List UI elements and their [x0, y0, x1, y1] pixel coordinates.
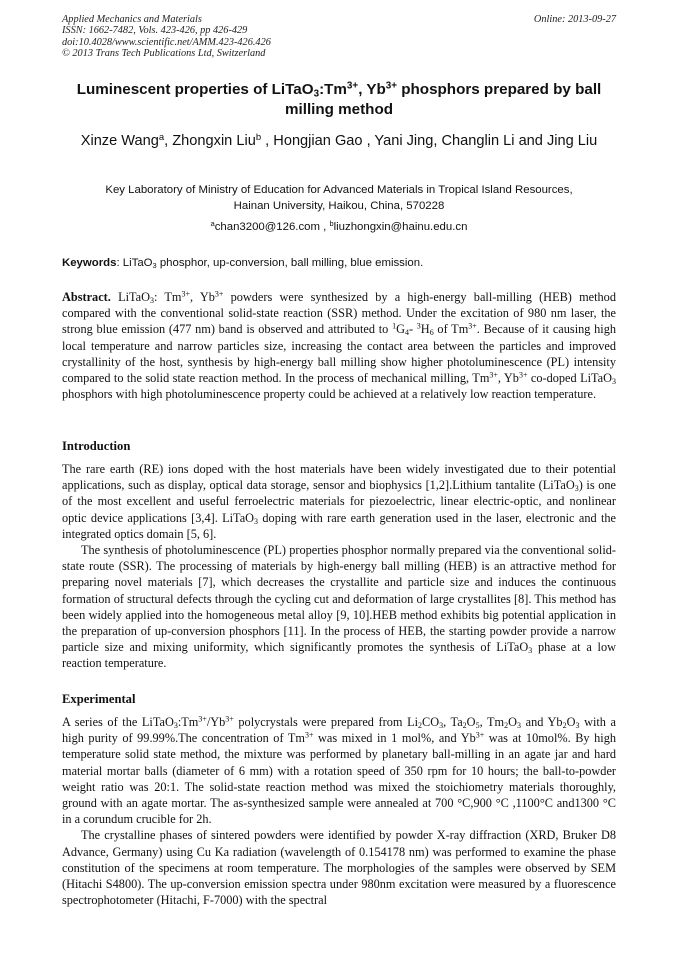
- section-heading-introduction: Introduction: [62, 439, 131, 453]
- paragraph: The crystalline phases of sintered powders were identified by powder X-ray diffraction (XRD, Bruker D8 Advance, Germany) using Cu Ka radiation (wavelength of 0.154178 nm) was performed to examine the phase constitution of the specimens at room temperature. The morphologies of the samples were observed by SEM (Hitachi S4800). The up-conversion emission spectra under 980nm excitation were measured by a fluorescence spectrophotometer (Hitachi, F-7000) with the spectral: [62, 828, 616, 908]
- author-emails: $^a$chan3200@126.com , $^b$liuzhongxin@hainu.edu.cn: [210, 218, 468, 233]
- introduction-section: [62, 461, 616, 672]
- email-b[interactable]: liuzhongxin@hainu.edu.cn: [333, 221, 468, 233]
- section-heading-experimental: Experimental: [62, 692, 136, 706]
- journal-name: Applied Mechanics and Materials: [62, 14, 202, 25]
- abstract: Abstract. LiTaO$_3$: $Tm^{3+}$, $Yb^{3+}$ powders were synthesized by a high-energy ball-milling (HEB) method compared with the conventional solid-state reaction (SSR) method. Under the excitation of 980 nm laser, the strong blue emission (477 nm) band is observed and attributed to $^1G_4-$ $^3H_6$ of $Tm^{3+}$. Because of it causing high local temperature and narrow particles size, increasing the contact area between the particles and improved crystallinity of the host, synthesis by high-energy ball milling show higher photoluminescence (PL) intensity compared to the solid state reaction method. In the process of mechanical milling, $Tm^{3+}$, $Yb^{3+}$ co-doped LiTaO$_3$ phosphors with high photoluminescence property could be achieved at a relatively low reaction temperature.: [62, 289, 617, 402]
- keywords: Keywords: LiTaO$_3$ phosphor, up-conversion, ball milling, blue emission.: [62, 257, 424, 270]
- paper-title: Luminescent properties of $LiTaO_3:Tm^{3+}$, $Yb^{3+}$ phosphors prepared by ball milling method: [76, 80, 602, 118]
- online-date: Online: 2013-09-27: [533, 14, 616, 25]
- email-a[interactable]: chan3200@126.com: [214, 221, 320, 233]
- issn: ISSN: 1662-7482, Vols. 423-426, pp 426-429: [62, 25, 248, 37]
- experimental-section: [62, 714, 616, 908]
- journal-header: [62, 14, 616, 60]
- author-list: Xinze Wang$^a$, Zhongxin Liu$^b$ , Hongjian Gao , Yani Jing, Changlin Li and Jing Liu: [80, 131, 598, 149]
- paragraph: The synthesis of photoluminescence (PL) properties phosphor normally prepared via the conventional solid-state route (SSR). The processing of materials by high-energy ball milling (HEB) is an attractive method for preparing novel materials [7], which decreases the crystallite and particle size and induces the continuous formation of structural defects through the cycling cut and deformation of large crystallites [8]. This method has been widely applied into the homogeneous metal alloy [9, 10].HEB method exhibits big potential application in the preparation of up-conversion phosphors [11]. In the process of HEB, the starting powder provide a narrow particle size and mixing uniformity, which significantly promotes the synthesis of LiTaO$_3$ phase at a low reaction temperature.: [62, 543, 616, 671]
- doi[interactable]: doi:10.4028/www.scientific.net/AMM.423-426.426: [62, 36, 271, 48]
- paragraph: The rare earth (RE) ions doped with the host materials have been widely investigated due to their potential applications, such as display, optical data storage, sensor and biophysics [1,2].Lithium tantalite (LiTaO$_3$) is one of the most excellent and useful ferroelectric materials for piezoelectric, linear electric-optic, and nonlinear optic device applications [3,4]. LiTaO$_3$ doping with rare earth generation used in the laser, electronic and the integrated optics domain [5, 6].: [62, 462, 616, 541]
- copyright: © 2013 Trans Tech Publications Ltd, Switzerland: [62, 48, 266, 60]
- paragraph: A series of the $LiTaO_3:Tm^{3+}/Yb^{3+}$ polycrystals were prepared from $Li_2CO_3$, $Ta_2O_5$, $Tm_2O_3$ and $Yb_2O_3$ with a high purity of 99.99%.The concentration of $Tm^{3+}$ was mixed in 1 mol%, and $Yb^{3+}$ was at 10mol%. By high temperature solid state method, the mixture was performed by planetary ball-milling in an agate jar and hard material mortar balls (diameter of 6 mm) with a rotation speed of 350 rpm for 10 hours; the ball-to-powder weight ratio was 20:1. The solid-state reaction method was mixed the stoichiometry materials thoroughly, ground with an agate mortar. The as-synthesized sample were annealed at 700 °C,900 °C ,1100°C and1300 °C in a corundum crucible for 2h.: [62, 714, 617, 827]
- affiliation: Key Laboratory of Ministry of Education for Advanced Materials in Tropical Island Resources, Hainan University, Haikou, China, 570228: [105, 184, 573, 212]
